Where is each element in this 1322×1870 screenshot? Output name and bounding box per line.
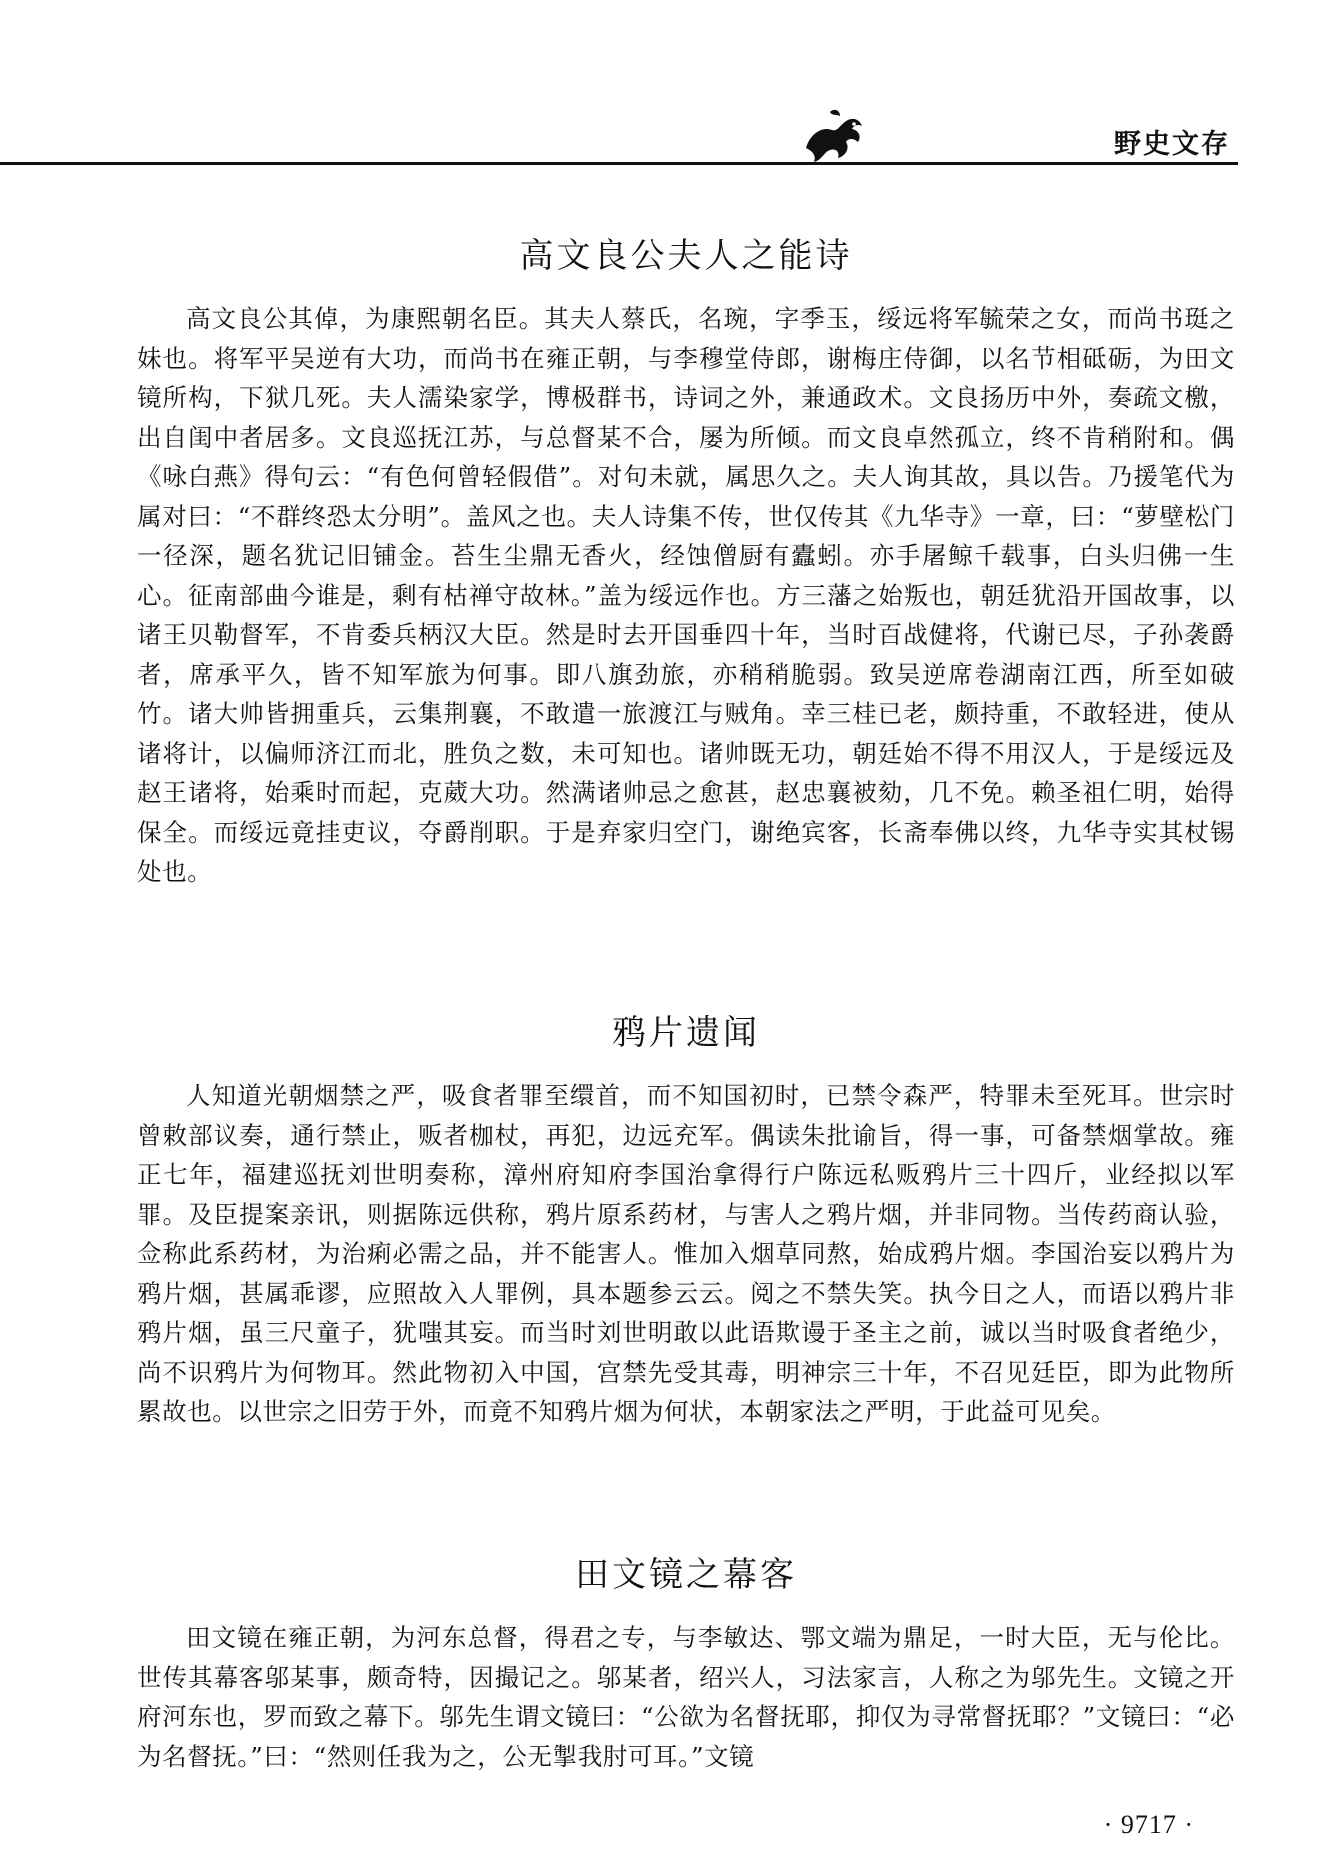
article-title: 高文良公夫人之能诗: [519, 236, 853, 276]
article: [137, 228, 1235, 892]
article-title: 田文镜之幕客: [575, 1555, 797, 1595]
dragon-icon: [800, 104, 870, 166]
article-body: 高文良公其倬，为康熙朝名臣。其夫人蔡氏，名琬，字季玉，绥远将军毓荣之女，而尚书珽之妹也。将军平吴逆有大功，而尚书在雍正朝，与李穆堂侍郎，谢梅庄侍御，以名节相砥砺，为田文镜所构，下狱几死。夫人濡染家学，博极群书，诗词之外，兼通政术。文良扬历中外，奏疏文檄，出自闺中者居多。文良巡抚江苏，与总督某不合，屡为所倾。而文良卓然孤立，终不肯稍附和。偶《咏白燕》得句云：“有色何曾轻假借”。对句未就，属思久之。夫人询其故，具以告。乃援笔代为属对曰：“不群终恐太分明”。盖风之也。夫人诗集不传，世仅传其《九华寺》一章，曰：“萝壁松门一径深，题名犹记旧铺金。苔生尘鼎无香火，经蚀僧厨有蠹蚓。亦手屠鲸千载事，白头归佛一生心。征南部曲今谁是，剩有枯禅守故林。”盖为绥远作也。方三藩之始叛也，朝廷犹沿开国故事，以诸王贝勒督军，不肯委兵柄汉大臣。然是时去开国垂四十年，当时百战健将，代谢已尽，子孙袭爵者，席承平久，皆不知军旅为何事。即八旗劲旅，亦稍稍脆弱。致吴逆席卷湖南江西，所至如破竹。诸大帅皆拥重兵，云集荆襄，不敢遣一旅渡江与贼角。幸三桂已老，颇持重，不敢轻进，使从诸将计，以偏师济江而北，胜负之数，未可知也。诸帅既无功，朝廷始不得不用汉人，于是绥远及赵王诸将，始乘时而起，克葳大功。然满诸帅忌之愈甚，赵忠襄被劾，几不免。赖圣祖仁明，始得保全。而绥远竟挂吏议，夺爵削职。于是弃家归空门，谢绝宾客，长斋奉佛以终，九华寺实其杖锡处也。: [137, 304, 1235, 886]
article-body: 田文镜在雍正朝，为河东总督，得君之专，与李敏达、鄂文端为鼎足，一时大臣，无与伦比。世传其幕客邬某事，颇奇特，因撮记之。邬某者，绍兴人，习法家言，人称之为邬先生。文镜之开府河东也，罗而致之幕下。邬先生谓文镜曰：“公欲为名督抚耶，抑仅为寻常督抚耶？”文镜曰：“必为名督抚。”曰：“然则任我为之，公无掣我肘可耳。”文镜: [137, 1623, 1235, 1771]
running-header: [0, 118, 1230, 160]
article: [137, 1005, 1235, 1432]
page-number: · 9717 ·: [1103, 1810, 1194, 1839]
article-body: 人知道光朝烟禁之严，吸食者罪至缳首，而不知国初时，已禁令森严，特罪未至死耳。世宗时曾敕部议奏，通行禁止，贩者枷杖，再犯，边远充军。偶读朱批谕旨，得一事，可备禁烟掌故。雍正七年，福建巡抚刘世明奏称，漳州府知府李国治拿得行户陈远私贩鸦片三十四斤，业经拟以军罪。及臣提案亲讯，则据陈远供称，鸦片原系药材，与害人之鸦片烟，并非同物。当传药商认验，佥称此系药材，为治痢必需之品，并不能害人。惟加入烟草同熬，始成鸦片烟。李国治妄以鸦片为鸦片烟，甚属乖谬，应照故入人罪例，具本题参云云。阅之不禁失笑。执今日之人，而语以鸦片非鸦片烟，虽三尺童子，犹嗤其妄。而当时刘世明敢以此语欺谩于圣主之前，诚以当时吸食者绝少，尚不识鸦片为何物耳。然此物初入中国，宫禁先受其毒，明神宗三十年，不召见廷臣，即为此物所累故也。以世宗之旧劳于外，而竟不知鸦片烟为何状，本朝家法之严明，于此益可见矣。: [137, 1081, 1235, 1426]
article: [137, 1547, 1235, 1776]
article-title: 鸦片遗闻: [612, 1013, 760, 1053]
header-rule: [0, 162, 1238, 165]
section-title: 野史文存: [1114, 129, 1230, 160]
